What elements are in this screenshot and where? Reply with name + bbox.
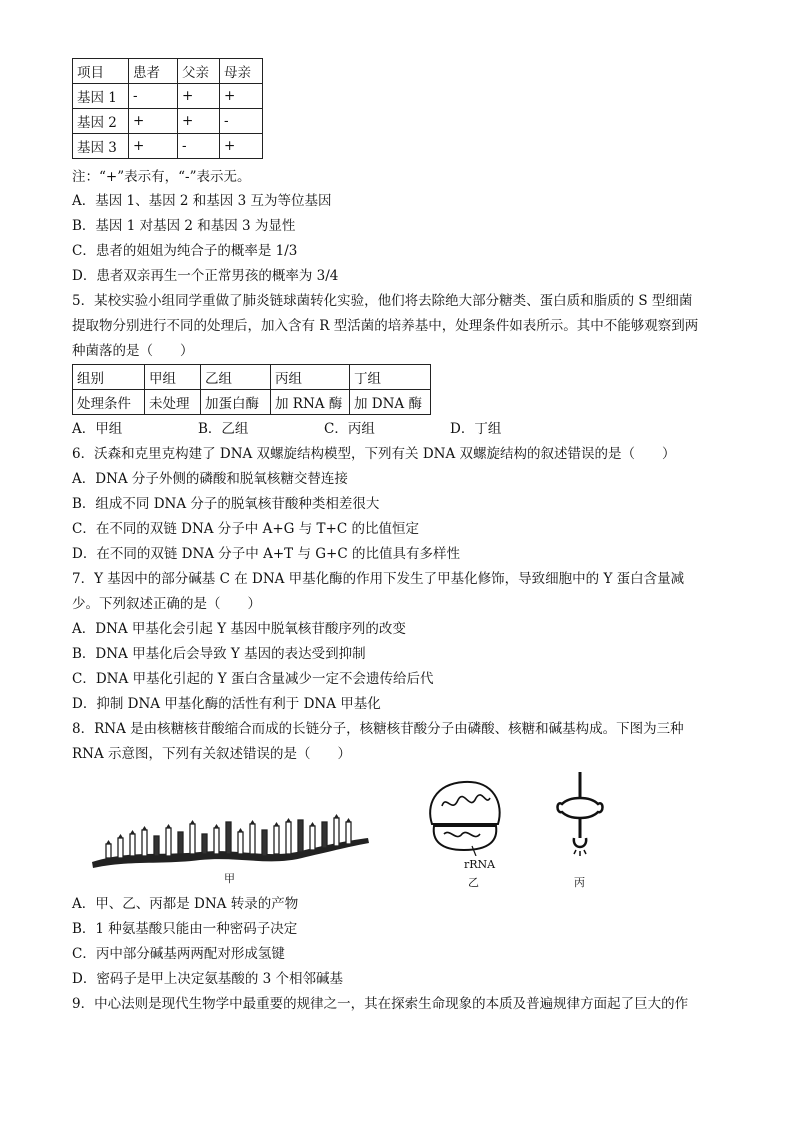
table-cell: 父亲 bbox=[178, 59, 220, 84]
fig-label-yi: 乙 bbox=[468, 876, 479, 889]
table-cell: 处理条件 bbox=[73, 390, 145, 415]
q7-option-a: A．DNA 甲基化会引起 Y 基因中脱氧核苷酸序列的改变 bbox=[72, 621, 406, 637]
q6-option-c: C．在不同的双链 DNA 分子中 A+G 与 T+C 的比值恒定 bbox=[72, 521, 419, 537]
q8-stem-1: 8．RNA 是由核糖核苷酸缩合而成的长链分子，核糖核苷酸分子由磷酸、核糖和碱基构成。下图为三种 bbox=[72, 721, 684, 737]
table-cell: 加 RNA 酶 bbox=[271, 390, 350, 415]
table-cell: 乙组 bbox=[201, 365, 271, 390]
gene-table bbox=[72, 58, 263, 159]
table-cell: - bbox=[220, 109, 263, 134]
table-header-row bbox=[73, 59, 263, 84]
table-cell: + bbox=[129, 109, 178, 134]
table-row bbox=[73, 109, 263, 134]
q8-option-c: C．丙中部分碱基两两配对形成氢键 bbox=[72, 946, 285, 962]
q8-stem-2: RNA 示意图，下列有关叙述错误的是（ ） bbox=[72, 746, 352, 762]
ribosome-figure bbox=[424, 776, 506, 856]
fig-label-bing: 丙 bbox=[574, 876, 585, 889]
q6-option-b: B．组成不同 DNA 分子的脱氧核苷酸种类相差很大 bbox=[72, 496, 380, 512]
q5-options bbox=[72, 420, 576, 438]
q7-option-d: D．抑制 DNA 甲基化酶的活性有利于 DNA 甲基化 bbox=[72, 696, 381, 712]
table-cell: 未处理 bbox=[145, 390, 201, 415]
table-row bbox=[73, 390, 431, 415]
table-cell: 基因 2 bbox=[73, 109, 129, 134]
fig-label-jia: 甲 bbox=[224, 872, 235, 885]
table-cell: 患者 bbox=[129, 59, 178, 84]
table-cell: 基因 1 bbox=[73, 84, 129, 109]
table-cell: 基因 3 bbox=[73, 134, 129, 159]
table-cell: + bbox=[220, 134, 263, 159]
q6-option-a: A．DNA 分子外侧的磷酸和脱氧核糖交替连接 bbox=[72, 471, 348, 487]
table-cell: - bbox=[129, 84, 178, 109]
table-cell: 项目 bbox=[73, 59, 129, 84]
q7-stem-2: 少。下列叙述正确的是（ ） bbox=[72, 596, 261, 612]
trna-figure bbox=[554, 770, 606, 864]
q5-option-d: D．丁组 bbox=[450, 421, 502, 437]
table-note: 注：“+”表示有，“-”表示无。 bbox=[72, 169, 251, 185]
table-cell: + bbox=[178, 109, 220, 134]
q8-option-a: A．甲、乙、丙都是 DNA 转录的产物 bbox=[72, 896, 299, 912]
table-cell: + bbox=[178, 84, 220, 109]
q6-stem: 6．沃森和克里克构建了 DNA 双螺旋结构模型，下列有关 DNA 双螺旋结构的叙述错误的是（ ） bbox=[72, 446, 676, 462]
q9-stem-1: 9．中心法则是现代生物学中最重要的规律之一，其在探索生命现象的本质及普遍规律方面起了巨大的作 bbox=[72, 996, 689, 1012]
table-header-row bbox=[73, 365, 431, 390]
q5-option-a: A．甲组 bbox=[72, 421, 123, 437]
q4-option-c: C．患者的姐姐为纯合子的概率是 1/3 bbox=[72, 243, 298, 259]
q7-option-b: B．DNA 甲基化后会导致 Y 基因的表达受到抑制 bbox=[72, 646, 366, 662]
q7-option-c: C．DNA 甲基化引起的 Y 蛋白含量减少一定不会遗传给后代 bbox=[72, 671, 434, 687]
q4-option-b: B．基因 1 对基因 2 和基因 3 为显性 bbox=[72, 218, 296, 234]
q5-stem-2: 提取物分别进行不同的处理后，加入含有 R 型活菌的培养基中，处理条件如表所示。其中不能够观察到两 bbox=[72, 318, 699, 334]
table-cell: 组别 bbox=[73, 365, 145, 390]
table-row bbox=[73, 134, 263, 159]
q4-option-a: A．基因 1、基因 2 和基因 3 互为等位基因 bbox=[72, 193, 332, 209]
table-cell: 加蛋白酶 bbox=[201, 390, 271, 415]
q5-option-b: B．乙组 bbox=[198, 421, 249, 437]
fig-label-rrna: rRNA bbox=[464, 858, 496, 871]
table-row bbox=[73, 84, 263, 109]
table-cell: 加 DNA 酶 bbox=[350, 390, 431, 415]
table-cell: 甲组 bbox=[145, 365, 201, 390]
table-cell: + bbox=[220, 84, 263, 109]
q5-stem-3: 种菌落的是（ ） bbox=[72, 343, 194, 359]
table-cell: 母亲 bbox=[220, 59, 263, 84]
table-cell: 丙组 bbox=[271, 365, 350, 390]
q7-stem-1: 7．Y 基因中的部分碱基 C 在 DNA 甲基化酶的作用下发生了甲基化修饰，导致细胞中的 Y 蛋白含量减 bbox=[72, 571, 685, 587]
table-cell: - bbox=[178, 134, 220, 159]
q8-option-b: B．1 种氨基酸只能由一种密码子决定 bbox=[72, 921, 298, 937]
treatment-table bbox=[72, 364, 431, 415]
q8-option-d: D．密码子是甲上决定氨基酸的 3 个相邻碱基 bbox=[72, 971, 343, 987]
table-cell: + bbox=[129, 134, 178, 159]
q4-option-d: D．患者双亲再生一个正常男孩的概率为 3/4 bbox=[72, 268, 339, 284]
table-cell: 丁组 bbox=[350, 365, 431, 390]
q6-option-d: D．在不同的双链 DNA 分子中 A+T 与 G+C 的比值具有多样性 bbox=[72, 546, 460, 562]
q5-stem-1: 5．某校实验小组同学重做了肺炎链球菌转化实验，他们将去除绝大部分糖类、蛋白质和脂质的 S 型细菌 bbox=[72, 293, 693, 309]
q5-option-c: C．丙组 bbox=[324, 421, 375, 437]
